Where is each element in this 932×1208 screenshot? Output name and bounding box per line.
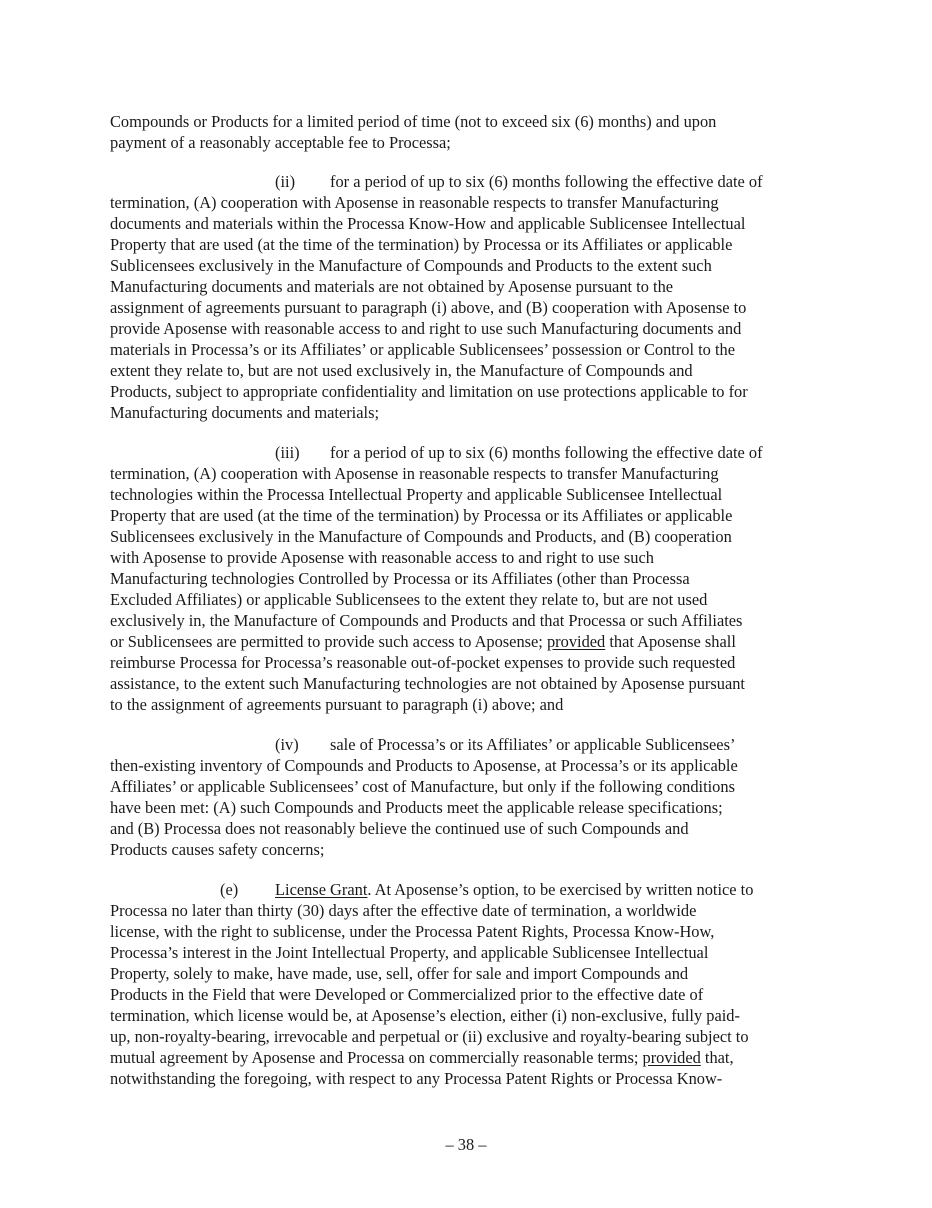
text-line: materials in Processa’s or its Affiliates’ or applicable Sublicensees’ possession or Control to the — [110, 340, 735, 359]
text-line: assistance, to the extent such Manufacturing technologies are not obtained by Aposense pursuant — [110, 674, 745, 693]
text-line: have been met: (A) such Compounds and Products meet the applicable release specifications; — [110, 798, 723, 817]
text-line: to the assignment of agreements pursuant to paragraph (i) above; and — [110, 695, 564, 714]
page-number: – 38 – — [445, 1135, 487, 1154]
text-line: provide Aposense with reasonable access to and right to use such Manufacturing documents and — [110, 319, 742, 338]
text-line — [110, 879, 830, 900]
text-segment: or Sublicensees are permitted to provide such access to Aposense; — [110, 632, 547, 651]
text-line: documents and materials within the Processa Know-How and applicable Sublicensee Intellectual — [110, 214, 746, 233]
text-line — [110, 734, 830, 755]
text-line: with Aposense to provide Aposense with reasonable access to and right to use such — [110, 548, 654, 567]
paragraph-e-license-grant — [110, 879, 830, 1089]
text-line: Property that are used (at the time of the termination) by Processa or its Affiliates or applicable — [110, 235, 733, 254]
text-line: termination, (A) cooperation with Aposense in reasonable respects to transfer Manufacturing — [110, 464, 719, 483]
text-line: Property that are used (at the time of the termination) by Processa or its Affiliates or applicable — [110, 506, 733, 525]
text-line: termination, which license would be, at Aposense’s election, either (i) non-exclusive, fully paid- — [110, 1006, 740, 1025]
underlined-term-provided: provided — [546, 632, 606, 651]
text-line: assignment of agreements pursuant to paragraph (i) above, and (B) cooperation with Aposense to — [110, 298, 747, 317]
text-line: license, with the right to sublicense, under the Processa Patent Rights, Processa Know-How, — [110, 922, 715, 941]
text-line: Manufacturing documents and materials; — [110, 403, 379, 422]
paragraph-iii — [110, 442, 830, 715]
underlined-term-provided: provided — [642, 1048, 701, 1067]
text-line: then-existing inventory of Compounds and Products to Aposense, at Processa’s or its applicable — [110, 756, 738, 775]
text-line: Processa’s interest in the Joint Intellectual Property, and applicable Sublicensee Intellectual — [110, 943, 709, 962]
paragraph-iv — [110, 734, 830, 860]
text-line: technologies within the Processa Intellectual Property and applicable Sublicensee Intellectual — [110, 485, 723, 504]
clause-first-line: for a period of up to six (6) months following the effective date of — [330, 172, 763, 191]
text-line: Property, solely to make, have made, use, sell, offer for sale and import Compounds and — [110, 964, 689, 983]
text-line: Affiliates’ or applicable Sublicensees’ cost of Manufacture, but only if the following conditions — [110, 777, 735, 796]
text-line — [110, 442, 830, 463]
text-segment: that Aposense shall — [605, 632, 736, 651]
text-line: termination, (A) cooperation with Aposense in reasonable respects to transfer Manufacturing — [110, 193, 719, 212]
text-line: Sublicensees exclusively in the Manufacture of Compounds and Products to the extent such — [110, 256, 712, 275]
text-line: reimburse Processa for Processa’s reasonable out-of-pocket expenses to provide such requested — [110, 653, 736, 672]
clause-first-line: for a period of up to six (6) months following the effective date of — [330, 443, 763, 462]
clause-number: (e) — [220, 880, 239, 899]
text-line: Compounds or Products for a limited period of time (not to exceed six (6) months) and upon — [110, 112, 717, 131]
text-line — [110, 171, 830, 192]
text-line: Products, subject to appropriate confidentiality and limitation on use protections applicable to for — [110, 382, 748, 401]
clause-number: (iii) — [275, 443, 300, 462]
text-line: Products causes safety concerns; — [110, 840, 325, 859]
text-line: Manufacturing documents and materials are not obtained by Aposense pursuant to the — [110, 277, 674, 296]
text-line: Sublicensees exclusively in the Manufacture of Compounds and Products, and (B) cooperation — [110, 527, 732, 546]
paragraph-continuation — [110, 111, 830, 153]
text-line: Products in the Field that were Developed or Commercialized prior to the effective date of — [110, 985, 704, 1004]
paragraph-ii — [110, 171, 830, 423]
text-line — [110, 631, 830, 652]
text-line: payment of a reasonably acceptable fee to Processa; — [110, 133, 451, 152]
clause-number: (ii) — [275, 172, 296, 191]
clause-first-line: sale of Processa’s or its Affiliates’ or applicable Sublicensees’ — [330, 735, 736, 754]
text-line: Processa no later than thirty (30) days after the effective date of termination, a worldwide — [110, 901, 697, 920]
text-line: up, non-royalty-bearing, irrevocable and perpetual or (ii) exclusive and royalty-bearing subject to — [110, 1027, 749, 1046]
text-line: exclusively in, the Manufacture of Compounds and Products and that Processa or such Affiliates — [110, 611, 743, 630]
text-line: Excluded Affiliates) or applicable Sublicensees to the extent they relate to, but are not used — [110, 590, 708, 609]
text-line: and (B) Processa does not reasonably believe the continued use of such Compounds and — [110, 819, 689, 838]
text-segment: that, — [700, 1048, 734, 1067]
text-line — [110, 1047, 830, 1068]
text-line: Manufacturing technologies Controlled by Processa or its Affiliates (other than Processa — [110, 569, 690, 588]
section-heading-license-grant: License Grant — [275, 880, 368, 899]
clause-first-line: . At Aposense’s option, to be exercised by written notice to — [367, 880, 754, 899]
text-line: notwithstanding the foregoing, with respect to any Processa Patent Rights or Processa Know- — [110, 1069, 723, 1088]
text-line: extent they relate to, but are not used exclusively in, the Manufacture of Compounds and — [110, 361, 693, 380]
clause-number: (iv) — [275, 735, 299, 754]
text-segment: mutual agreement by Aposense and Processa on commercially reasonable terms; — [110, 1048, 643, 1067]
